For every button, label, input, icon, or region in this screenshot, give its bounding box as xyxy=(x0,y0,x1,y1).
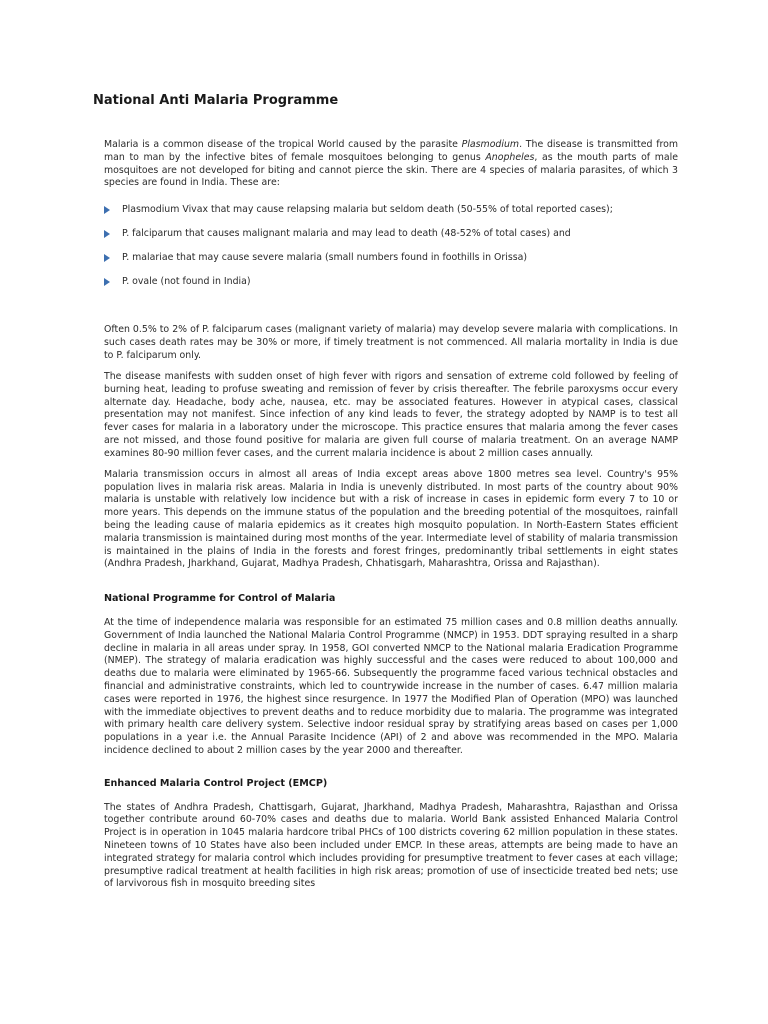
genus-name: Anopheles xyxy=(485,151,535,163)
paragraph-symptoms: The disease manifests with sudden onset of high fever with rigors and sensation of extreme cold followed by feeling of burning heat, leading to profuse sweating and remission of fever by crisis thereafter. The febrile paroxysms occur every alternate day. Headache, body ache, nausea, etc. may be associated features. However in atypical cases, classical presentation may not manifest. Since infection of any kind leads to fever, the strategy adopted by NAMP is to test all fever cases for malaria in a laboratory under the microscope. This practice ensures that malaria among the fever cases are not missed, and those found positive for malaria are given full course of malaria treatment. On an average NAMP examines 80-90 million fever cases, and the current malaria incidence is about 2 million cases annually. xyxy=(104,370,678,459)
paragraph-transmission: Malaria transmission occurs in almost all areas of India except areas above 1800 metres sea level. Country's 95% population lives in malaria risk areas. Malaria in India is unevenly distributed. In most parts of the country about 90% malaria is unstable with relatively low incidence but with a risk of increase in cases in epidemic form every 7 to 10 or more years. This depends on the immune status of the population and the breeding potential of the mosquitoes, rainfall being the leading cause of malaria epidemics as it creates high mosquito population. In North-Eastern States efficient malaria transmission is maintained during most months of the year. Intermediate level of stability of malaria transmission is maintained in the plains of India in the forests and forest fringes, predominantly tribal settlements in eight states (Andhra Pradesh, Jharkhand, Gujarat, Madhya Pradesh, Chhatisgarh, Maharashtra, Orissa and Rajasthan). xyxy=(104,468,678,570)
list-item xyxy=(104,204,678,217)
arrow-right-icon xyxy=(104,230,110,238)
list-item xyxy=(104,252,678,265)
species-label: P. ovale (not found in India) xyxy=(122,276,251,288)
intro-text-a: Malaria is a common disease of the tropical World caused by the parasite xyxy=(104,139,462,150)
section-heading-npcm: National Programme for Control of Malaria xyxy=(104,593,336,605)
arrow-right-icon xyxy=(104,254,110,262)
document-body xyxy=(104,139,678,900)
intro-text-b: . The disease is transmitted from man to man by the infective bites of female mosquitoes belonging to genus xyxy=(104,139,679,163)
intro-paragraph xyxy=(104,139,678,190)
paragraph-emcp: The states of Andhra Pradesh, Chattisgarh, Gujarat, Jharkhand, Madhya Pradesh, Maharashtra, Rajasthan and Orissa together contribute around 60-70% cases and deaths due to malaria. World Bank assisted Enhanced Malaria Control Project is in operation in 1045 malaria hardcore tribal PHCs of 100 districts covering 62 million population in these states. Nineteen towns of 10 States have also been included under EMCP. In these areas, attempts are being made to have an integrated strategy for malaria control which includes providing for presumptive treatment to fever cases at each village; presumptive radical treatment at health facilities in high risk areas; promotion of use of insecticide treated bed nets; use of larvivorous fish in mosquito breeding sites xyxy=(104,801,678,890)
paragraph-severe-malaria: Often 0.5% to 2% of P. falciparum cases (malignant variety of malaria) may develop severe malaria with complications. In such cases death rates may be 30% or more, if timely treatment is not commenced. All malaria mortality in India is due to P. falciparum only. xyxy=(104,324,678,361)
list-item xyxy=(104,228,678,241)
species-list xyxy=(104,204,678,289)
species-label: P. falciparum that causes malignant malaria and may lead to death (48-52% of total cases) and xyxy=(122,228,571,240)
arrow-right-icon xyxy=(104,206,110,214)
species-label: Plasmodium Vivax that may cause relapsing malaria but seldom death (50-55% of total reported cases); xyxy=(122,204,613,216)
arrow-right-icon xyxy=(104,278,110,286)
paragraph-npcm: At the time of independence malaria was responsible for an estimated 75 million cases and 0.8 million deaths annually. Government of India launched the National Malaria Control Programme (NMCP) in 1953. DDT spraying resulted in a sharp decline in malaria in all areas under spray. In 1958, GOI converted NMCP to the National malaria Eradication Programme (NMEP). The strategy of malaria eradication was highly successful and the cases were reduced to about 100,000 and deaths due to malaria were eliminated by 1965-66. Subsequently the programme faced various technical obstacles and financial and administrative constraints, which led to countrywide increase in the number of cases. 6.47 million malaria cases were reported in 1976, the highest since resurgence. In 1977 the Modified Plan of Operation (MPO) was launched with the immediate objectives to prevent deaths and to reduce morbidity due to malaria. The programme was integrated with primary health care delivery system. Selective indoor residual spray by stratifying areas based on cases per 1,000 populations in a year i.e. the Annual Parasite Incidence (API) of 2 and above was recommended in the MPO. Malaria incidence declined to about 2 million cases by the year 2000 and thereafter. xyxy=(104,617,678,757)
parasite-name: Plasmodium xyxy=(461,139,520,150)
species-label: P. malariae that may cause severe malaria (small numbers found in foothills in Orissa) xyxy=(122,252,528,264)
page-title: National Anti Malaria Programme xyxy=(93,93,339,108)
list-item xyxy=(104,276,678,289)
section-heading-emcp: Enhanced Malaria Control Project (EMCP) xyxy=(104,777,328,789)
spacer xyxy=(104,300,678,324)
intro-text-c: , as the mouth parts of male mosquitoes are not developed for biting and cannot pierce the skin. There are 4 species of malaria parasites, of which 3 species are found in India. These are: xyxy=(104,151,678,189)
